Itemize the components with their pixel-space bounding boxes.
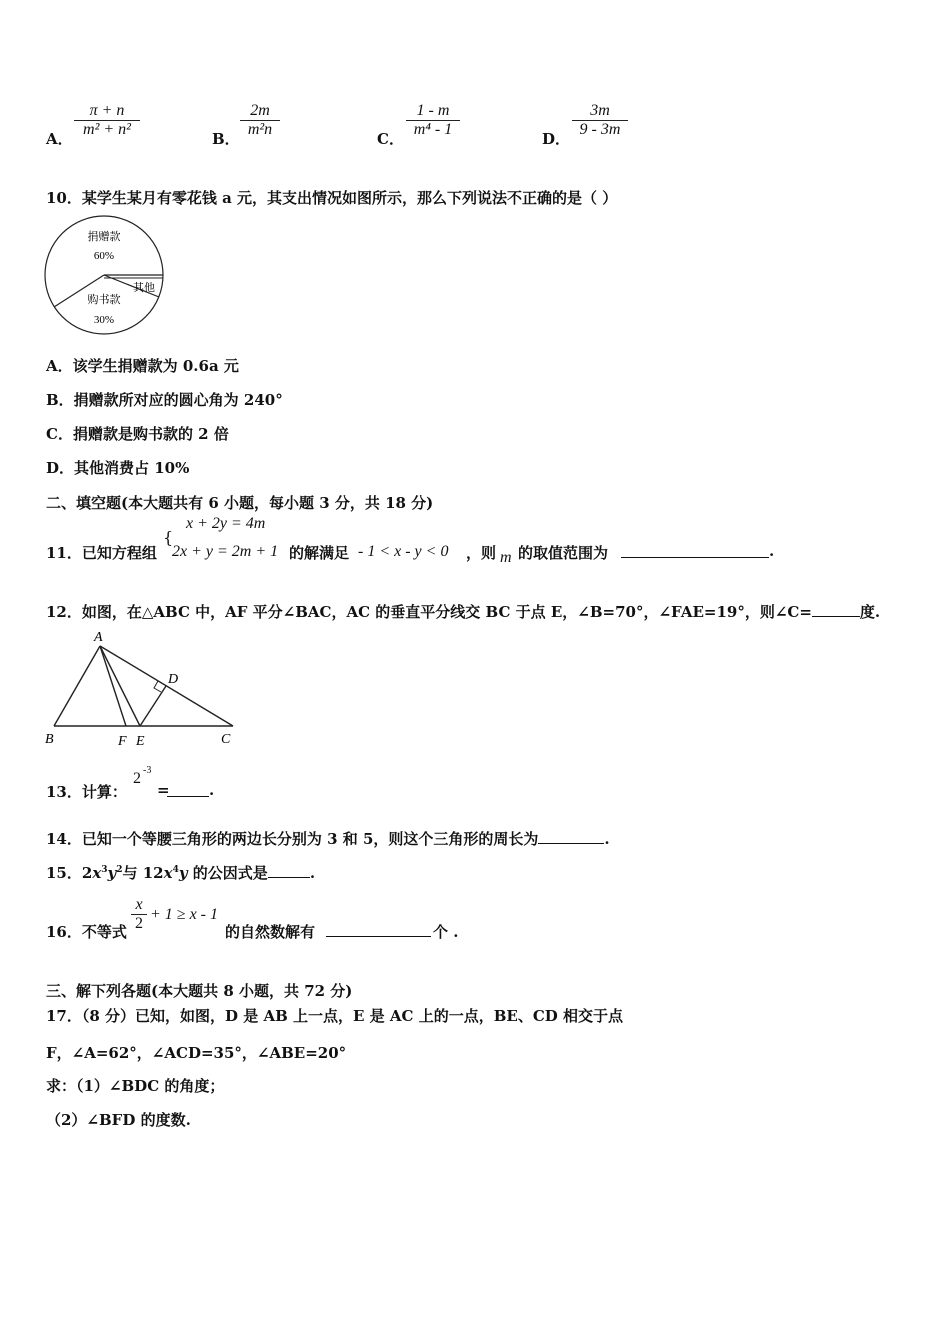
q11-brace: { <box>163 528 174 547</box>
q13-equals: = <box>157 781 170 799</box>
pie-value-donation: 60% <box>93 250 115 262</box>
q11-middle: 的解满足 <box>289 544 350 562</box>
q17-line-1: 17．（8 分）已知，如图，D 是 AB 上一点，E 是 AC 上的一点，BE、CD 相交于点 <box>46 1007 623 1025</box>
q11-eq1: x + 2y = 4m <box>186 515 266 532</box>
q14-text: 14．已知一个等腰三角形的两边长分别为 3 和 5，则这个三角形的周长为 <box>46 830 539 848</box>
q15-y2: y <box>178 864 188 882</box>
q11-end: . <box>769 542 775 560</box>
label-d: D <box>168 672 179 687</box>
q15-suffix: 的公因式是 <box>192 864 268 882</box>
q10-stem: 10．某学生某月有零花钱 a 元，其支出情况如图所示，那么下列说法不正确的是（ ） <box>46 189 618 207</box>
q9-option-a-letter: A． <box>46 130 73 148</box>
q11-then: ，则 <box>466 544 497 562</box>
q11-answer-blank <box>621 543 769 558</box>
q9-option-b-letter: B． <box>212 130 240 148</box>
q15-prefix: 15．2 <box>46 864 93 882</box>
q15-e2: 2 <box>116 865 123 875</box>
q10-option-c: C．捐赠款是购书款的 2 倍 <box>46 425 229 443</box>
q12-stem <box>46 601 880 622</box>
q9-option-c-num: 1 - m <box>416 102 450 119</box>
q11-var: m <box>500 549 512 566</box>
q9-option-d-fraction <box>572 102 628 139</box>
q16-prefix: 16．不等式 <box>46 923 127 941</box>
q9-option-c-fraction <box>406 102 460 139</box>
segment-af <box>100 646 126 726</box>
q15-y1: y <box>107 864 117 882</box>
q13-end: . <box>209 781 215 799</box>
q9-option-a-den: m² + n² <box>74 120 140 139</box>
q13-exponent: -3 <box>143 765 152 776</box>
q15-end: . <box>309 864 316 882</box>
q9-option-a-num: π + n <box>89 102 125 119</box>
pie-value-books: 30% <box>93 314 115 326</box>
section-3-heading: 三、解下列各题(本大题共 8 小题，共 72 分) <box>46 982 353 1000</box>
q14 <box>46 828 610 849</box>
section-2-heading: 二、填空题(本大题共有 6 小题，每小题 3 分，共 18 分) <box>46 494 434 512</box>
q10-option-b: B．捐赠款所对应的圆心角为 240° <box>46 391 283 409</box>
q12-end: 度. <box>859 603 881 621</box>
label-b: B <box>45 732 54 747</box>
q12-stem-text: 12．如图，在△ABC 中，AF 平分∠BAC，AC 的垂直平分线交 BC 于点 E，∠B=70°，∠FAE=19°，则∠C= <box>46 603 812 621</box>
q15-mid: 与 12 <box>122 864 164 882</box>
q16-num: x <box>135 896 143 913</box>
q13-answer-blank <box>167 782 209 797</box>
q9-option-c-den: m⁴ - 1 <box>406 120 460 139</box>
q9-option-d-num: 3m <box>590 102 610 119</box>
q16-den: 2 <box>131 914 147 933</box>
q11-eq2: 2x + y = 2m + 1 <box>172 543 279 560</box>
q12-triangle-figure <box>40 628 240 750</box>
q16-end: 个 . <box>433 923 459 941</box>
q9-option-b-fraction <box>240 102 280 139</box>
q16-rest: + 1 ≥ x - 1 <box>150 906 219 923</box>
q15 <box>46 862 315 883</box>
q9-option-b-num: 2m <box>250 102 270 119</box>
q15-x1: x <box>92 864 102 882</box>
label-a: A <box>94 630 103 645</box>
q13-prefix: 13．计算： <box>46 783 127 801</box>
q16-fraction <box>131 896 147 933</box>
label-e: E <box>136 734 145 749</box>
q16-suffix: 的自然数解有 <box>225 923 316 941</box>
q10-option-a: A．该学生捐赠款为 0.6a 元 <box>46 357 239 375</box>
pie-label-books: 购书款 <box>87 294 121 306</box>
q9-option-a-fraction <box>74 102 140 139</box>
q12-answer-blank <box>812 602 860 617</box>
q16-answer-blank <box>326 922 431 937</box>
q11-condition: - 1 < x - y < 0 <box>358 543 449 560</box>
q9-option-b-den: m²n <box>240 120 280 139</box>
q9-option-d-letter: D． <box>542 130 571 148</box>
q17-line-2: F，∠A=62°，∠ACD=35°，∠ABE=20° <box>46 1044 347 1062</box>
q17-line-4: （2）∠BFD 的度数. <box>46 1111 191 1129</box>
q9-option-c-letter: C． <box>377 130 404 148</box>
segment-ed <box>140 686 166 726</box>
q10-option-d: D．其他消费占 10% <box>46 459 190 477</box>
q10-pie-chart <box>40 214 170 340</box>
q11-prefix: 11．已知方程组 <box>46 544 157 562</box>
q14-answer-blank <box>538 829 604 844</box>
q15-x2: x <box>163 864 173 882</box>
q13-base: 2 <box>133 770 141 787</box>
q14-end: . <box>604 830 610 848</box>
q9-option-d-den: 9 - 3m <box>572 120 628 139</box>
q15-e1: 3 <box>101 865 108 875</box>
pie-label-donation: 捐赠款 <box>87 231 121 243</box>
q15-answer-blank <box>268 863 310 878</box>
side-ab <box>54 646 100 726</box>
label-c: C <box>221 732 231 747</box>
label-f: F <box>118 734 127 749</box>
q17-line-3: 求：（1）∠BDC 的角度； <box>46 1077 225 1095</box>
q11-suffix: 的取值范围为 <box>518 544 609 562</box>
q15-e3: 4 <box>172 865 179 875</box>
pie-label-other: 其他 <box>133 282 155 294</box>
